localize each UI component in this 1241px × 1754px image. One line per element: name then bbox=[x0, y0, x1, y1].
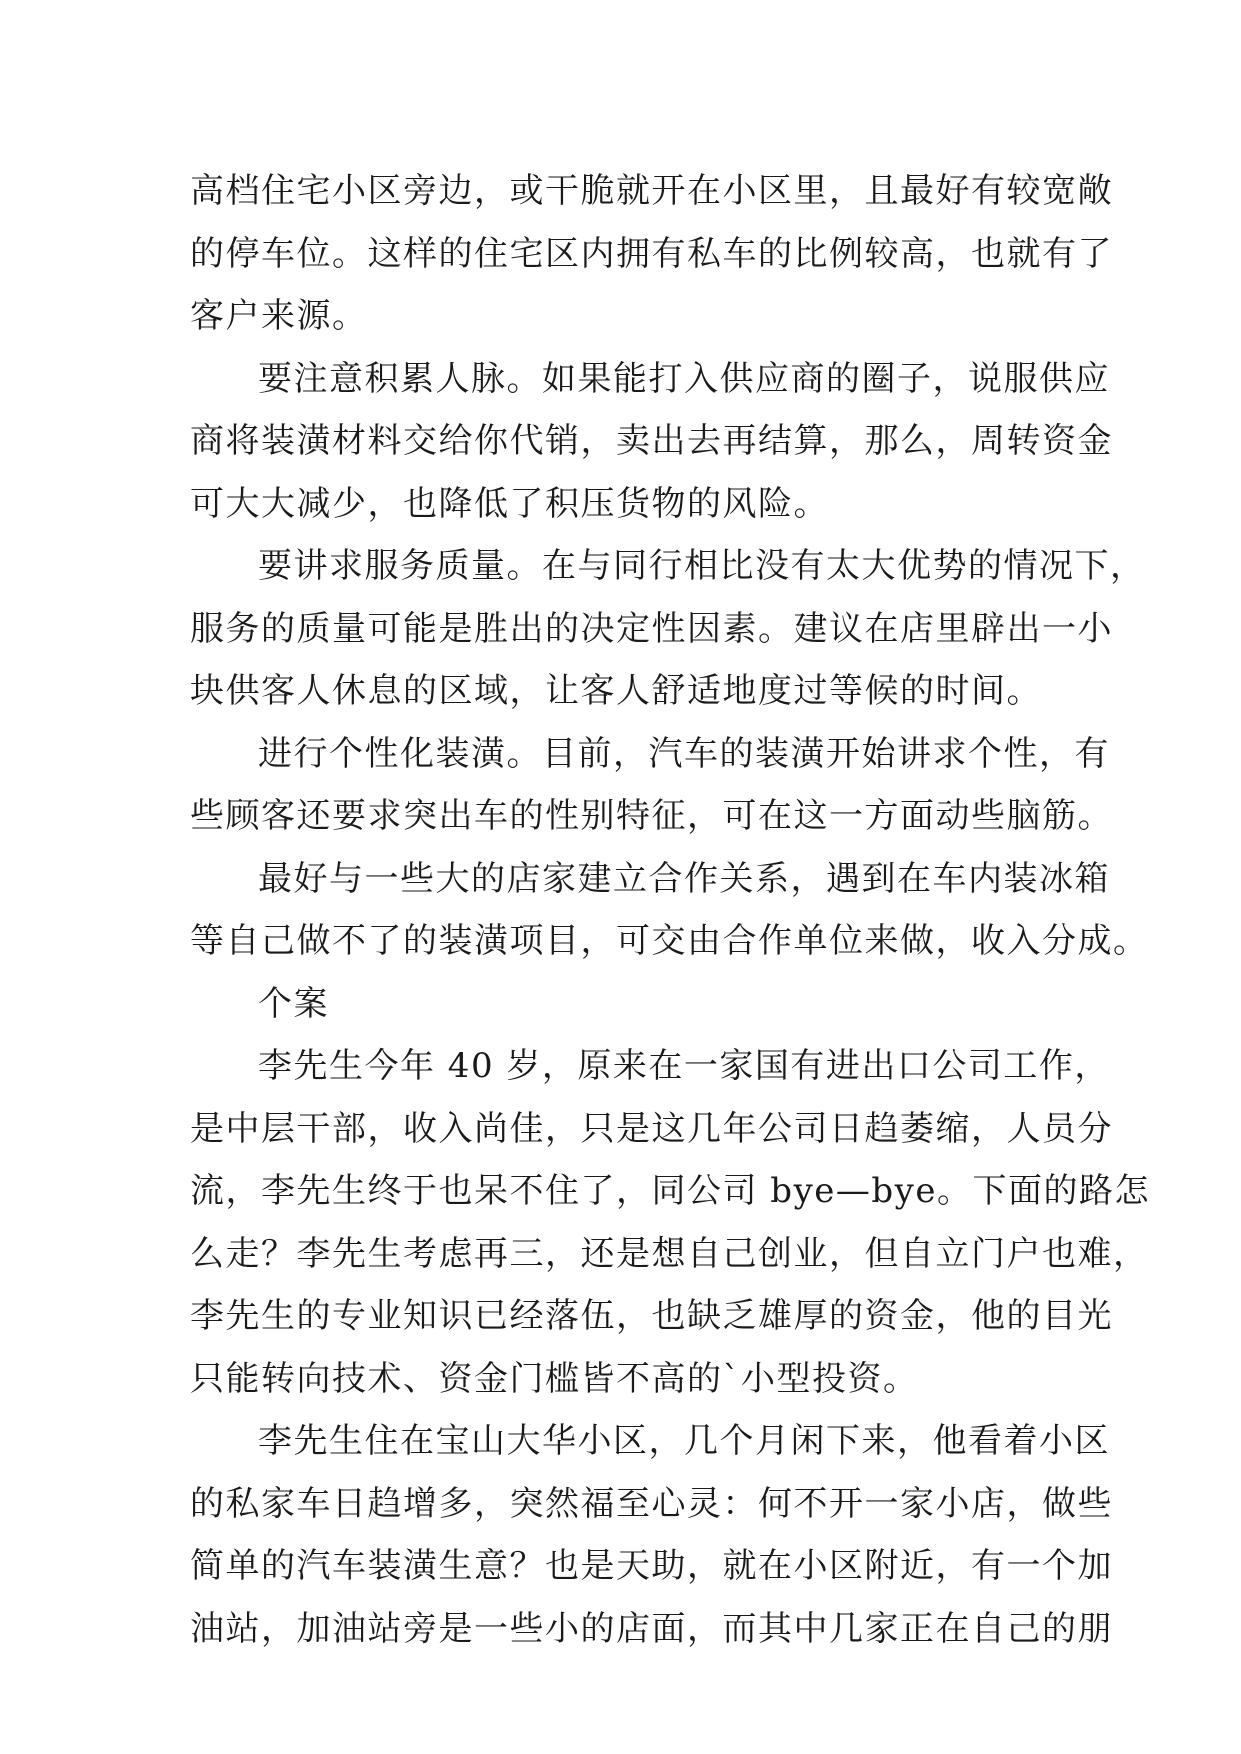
text-line-8: 服务的质量可能是胜出的决定性因素。建议在店里辟出一小 bbox=[190, 608, 1113, 649]
text-line-10: 进行个性化装潢。目前，汽车的装潢开始讲求个性，有 bbox=[258, 733, 1110, 774]
section-heading-case: 个案 bbox=[258, 983, 329, 1024]
text-line-18: 么走？李先生考虑再三，还是想自己创业，但自立门户也难， bbox=[190, 1233, 1149, 1274]
text-line-12: 最好与一些大的店家建立合作关系，遇到在车内装冰箱 bbox=[258, 858, 1110, 899]
text-line-7: 要讲求服务质量。在与同行相比没有太大优势的情况下， bbox=[258, 546, 1146, 586]
text-line-11: 些顾客还要求突出车的性别特征，可在这一方面动些脑筋。 bbox=[190, 796, 1113, 836]
text-line-1: 高档住宅小区旁边，或干脆就开在小区里，且最好有较宽敞 bbox=[190, 171, 1113, 211]
text-line-15: 李先生今年 40 岁，原来在一家国有进出口公司工作， bbox=[258, 1046, 1110, 1086]
text-line-2: 的停车位。这样的住宅区内拥有私车的比例较高，也就有了 bbox=[190, 233, 1113, 274]
text-line-23: 简单的汽车装潢生意？也是天助，就在小区附近，有一个加 bbox=[190, 1546, 1113, 1586]
text-line-19: 李先生的专业知识已经落伍，也缺乏雄厚的资金，他的目光 bbox=[190, 1296, 1113, 1336]
text-line-4: 要注意积累人脉。如果能打入供应商的圈子，说服供应 bbox=[258, 358, 1110, 399]
text-line-6: 可大大减少，也降低了积压货物的风险。 bbox=[190, 483, 829, 524]
text-line-5: 商将装潢材料交给你代销，卖出去再结算，那么，周转资金 bbox=[190, 421, 1113, 461]
text-line-20: 只能转向技术、资金门槛皆不高的`小型投资。 bbox=[190, 1358, 919, 1399]
text-line-24: 油站，加油站旁是一些小的店面，而其中几家正在自己的朋 bbox=[190, 1608, 1113, 1649]
text-line-13: 等自己做不了的装潢项目，可交由合作单位来做，收入分成。 bbox=[190, 921, 1149, 961]
body-text bbox=[190, 160, 1150, 1660]
text-line-21: 李先生住在宝山大华小区，几个月闲下来，他看着小区 bbox=[258, 1421, 1110, 1461]
text-line-17: 流，李先生终于也呆不住了，同公司 bye—bye。下面的路怎 bbox=[190, 1171, 1150, 1211]
text-line-9: 块供客人休息的区域，让客人舒适地度过等候的时间。 bbox=[190, 671, 1042, 711]
text-line-22: 的私家车日趋增多，突然福至心灵：何不开一家小店，做些 bbox=[190, 1483, 1113, 1524]
text-line-16: 是中层干部，收入尚佳，只是这几年公司日趋萎缩，人员分 bbox=[190, 1108, 1113, 1149]
text-line-3: 客户来源。 bbox=[190, 296, 368, 336]
